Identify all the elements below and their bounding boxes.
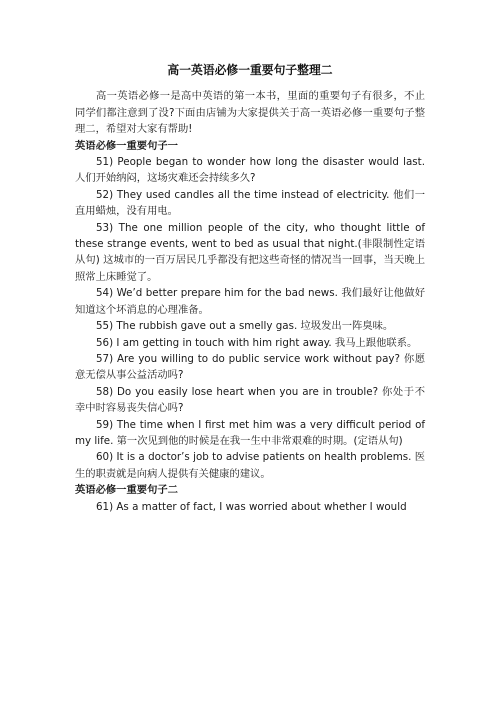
section-heading-2: 英语必修一重要句子二 [75, 484, 178, 497]
sentence-59: 59) The time when I first met him was a very difficult period of my life. 第一次见到他的时候是在我一生中非常艰难的时期。(定语从句) [75, 418, 425, 447]
section-heading-1: 英语必修一重要句子一 [75, 139, 178, 152]
intro-paragraph: 高一英语必修一是高中英语的第一本书，里面的重要句子有很多，不止同学们都注意到了没?下面由店铺为大家提供关于高一英语必修一重要句子整理二，希望对大家有帮助! [75, 90, 425, 136]
sentence-57: 57) Are you willing to do public service work without pay? 你愿意无偿从事公益活动吗? [75, 352, 425, 382]
sentence-60: 60) It is a doctor’s job to advise patients on health problems. 医生的职责就是向病人提供有关健康的建议。 [75, 451, 425, 480]
document-title: 高一英语必修一重要句子整理二 [167, 63, 333, 77]
sentence-53: 53) The one million people of the city, who thought little of these strange events, went to bed as usual that night.(非限制性定语从句) 这城市的一百万居民几乎都没有把这些奇怪的情况当一回事，当天晚上照常上床睡觉了。 [75, 221, 425, 283]
document-body [75, 62, 425, 515]
sentence-58: 58) Do you easily lose heart when you are in trouble? 你处于不幸中时容易丧失信心吗? [75, 385, 425, 415]
sentence-55: 55) The rubbish gave out a smelly gas. 垃圾发出一阵臭味。 [96, 320, 394, 333]
sentence-52: 52) They used candles all the time instead of electricity. 他们一直用蜡烛，没有用电。 [75, 188, 425, 218]
sentence-54: 54) We’d better prepare him for the bad news. 我们最好让他做好知道这个坏消息的心理准备。 [75, 287, 425, 316]
sentence-51: 51) People began to wonder how long the disaster would last. 人们开始纳闷，这场灾难还会持续多久? [75, 156, 425, 185]
sentence-56: 56) I am getting in touch with him right away. 我马上跟他联系。 [96, 336, 418, 349]
sentence-61: 61) As a matter of fact, I was worried about whether I would [96, 500, 407, 513]
